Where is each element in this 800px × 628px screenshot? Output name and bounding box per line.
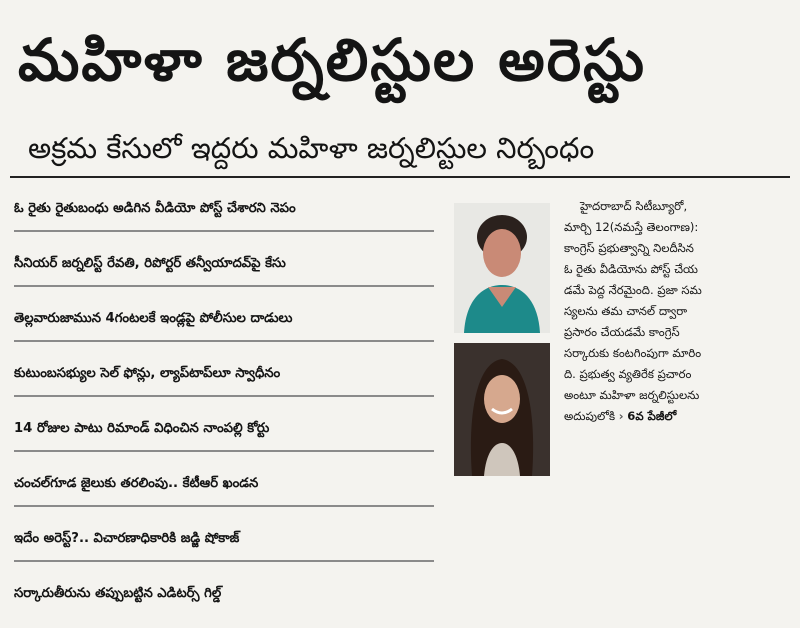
article-body: [564, 196, 792, 427]
body-line: డమే పెద్ద నేరమైంది. ప్రజా సమ: [564, 283, 702, 297]
body-line-last: [564, 406, 792, 427]
body-line: ప్రసారం చేయడమే కాంగ్రెస్‌: [564, 325, 680, 339]
bullet-text: సర్కారుతీరును తప్పుబట్టిన ఎడిటర్స్‌ గిల్డ్‌: [14, 586, 222, 601]
bullet-text: 14 రోజుల పాటు రిమాండ్‌ విధించిన నాంపల్లి కోర్టు: [14, 421, 270, 436]
dateline: హైదరాబాద్‌ సిటీబ్యూరో,: [580, 199, 688, 213]
body-line: సర్కారుకు కంటగింపుగా మారిం: [564, 346, 702, 360]
body-line: ది. ప్రభుత్వ వ్యతిరేక ప్రచారం: [564, 367, 692, 381]
bullet-item: [14, 520, 434, 562]
bullet-item: [14, 300, 434, 342]
body-line-text: అదుపులోకి: [564, 409, 616, 423]
journalist-photo-revathi: [454, 203, 550, 333]
continue-arrow-icon: ›: [618, 409, 624, 423]
bullet-text: ఓ రైతు రైతుబంధు అడిగిన వీడియో పోస్ట్‌ చేశారని నెపం: [14, 201, 296, 216]
body-line: అంటూ మహిళా జర్నలిస్టులను: [564, 388, 700, 402]
bullet-item: [14, 410, 434, 452]
bullet-item: [14, 575, 434, 615]
bullet-text: సీనియర్‌ జర్నలిస్ట్‌ రేవతి, రిపోర్టర్‌ తన్వీయాదవ్‌పై కేసు: [14, 256, 286, 271]
journalist-photo-thanvi: [454, 343, 550, 476]
divider-rule: [10, 176, 790, 178]
headline: మహిళా జర్నలిస్టుల అరెస్టు: [18, 26, 646, 94]
bullet-text: ఇదేం అరెస్ట్‌?.. విచారణాధికారికి జడ్జి షోకాజ్‌: [14, 531, 240, 546]
body-line: ఓ రైతు వీడియోను పోస్ట్‌ చేయ: [564, 262, 698, 276]
bullet-text: చంచల్‌గూడ జైలుకు తరలింపు.. కేటీఆర్‌ ఖండన: [14, 476, 259, 491]
bullet-text: తెల్లవారుజామున 4గంటలకే ఇండ్లపై పోలీసుల దాడులు: [14, 311, 293, 326]
portrait-image: [454, 343, 550, 476]
bullet-item: [14, 245, 434, 287]
bullet-item: [14, 355, 434, 397]
page-reference-link[interactable]: 6వ పేజీలో: [627, 409, 677, 423]
portrait-image: [454, 203, 550, 333]
bullet-text: కుటుంబసభ్యుల సెల్‌ ఫోన్లు, ల్యాప్‌టాప్‌లూ స్వాధీనం: [14, 366, 281, 381]
body-line: మార్చి 12(నమస్తే తెలంగాణ):: [564, 220, 699, 234]
body-line: స్యలను తమ చానల్‌ ద్వారా: [564, 304, 688, 318]
subheadline: అక్రమ కేసులో ఇద్దరు మహిళా జర్నలిస్టుల నిర్బంధం: [28, 131, 595, 165]
body-line: కాంగ్రెస్‌ ప్రభుత్వాన్ని నిలదీసిన: [564, 241, 694, 255]
bullet-list: [14, 190, 434, 628]
bullet-item: [14, 190, 434, 232]
bullet-item: [14, 465, 434, 507]
